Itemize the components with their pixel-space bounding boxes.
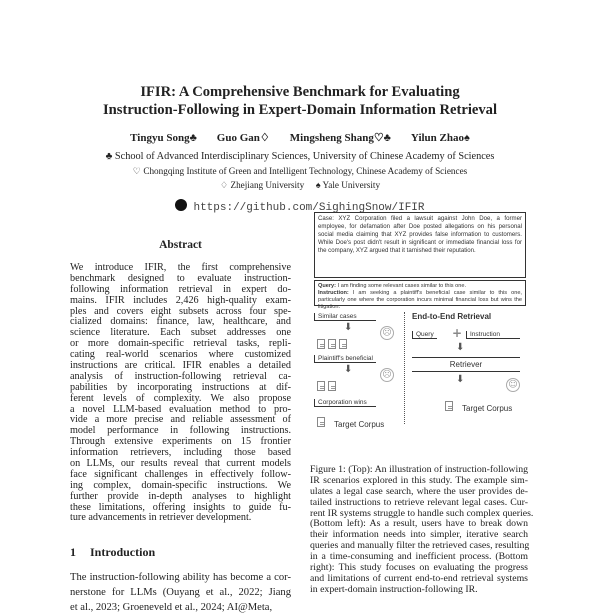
text-line: et al., 2023; Groeneveld et al., 2024; AI@Meta, (70, 602, 273, 613)
title-line: Instruction-Following in Expert-Domain Information Retrieval (102, 102, 497, 118)
affiliation: ♣ School of Advanced Interdisciplinary Sciences, University of Chinese Academy of Sciences (105, 151, 495, 162)
text-line: pabilities by incorporating instructions at dif- (70, 381, 291, 393)
plus-icon: + (452, 326, 463, 340)
text-line: (Bottom left): As a result, users have to break down (310, 518, 528, 530)
text-line: face significant challenges in effectively follow- (70, 468, 291, 480)
text-line: We introduce IFIR, the first comprehensive (70, 262, 291, 273)
document-icon (328, 381, 336, 391)
target-corpus-right (445, 398, 512, 416)
text-line: rent IR systems struggle to handle such complex queries. (310, 507, 534, 519)
down-arrow-icon: ⬇ (344, 322, 353, 333)
text-line: their information needs into simpler, iterative search (310, 529, 528, 541)
text-line: queries and manually filter the retrieved cases, resulting (310, 540, 530, 552)
text-line: Figure 1: (Top): An illustration of instruction-following (310, 464, 528, 475)
happy-face-icon: ☺ (506, 378, 520, 392)
down-arrow-icon: ⬇ (456, 342, 465, 353)
corpus-label: Target Corpus (462, 404, 513, 413)
title-line: IFIR: A Comprehensive Benchmark for Evaluating (140, 84, 460, 100)
author-list (0, 131, 600, 144)
figure-caption (310, 464, 534, 596)
query-text: I am finding some relevant cases similar to this one. (337, 283, 466, 289)
document-icon (317, 381, 325, 391)
text-line: nerstone for LLMs (Ouyang et al., 2022; Jiang (70, 587, 291, 598)
paper-title (0, 83, 600, 119)
affiliation: ♢ Zhejiang University ♠ Yale University (219, 180, 381, 190)
text-line: in a time-consuming and inefficient process. (Bottom (310, 551, 528, 563)
text-line: model performance in following instructions. (70, 425, 291, 437)
text-line: benchmark designed to evaluate instruction- (70, 272, 291, 284)
author: Yilun Zhao♠ (410, 132, 470, 144)
abstract-body (70, 263, 291, 524)
text-line: ulates a legal case search, where the user provides de- (310, 485, 528, 497)
sad-face-icon: ☹ (380, 326, 394, 340)
step-corporation-wins: Corporation wins (314, 399, 376, 407)
text-line: mains. IFIR includes 2,426 high-quality exam- (70, 294, 291, 306)
instruction-text: I am seeking a plaintiff's beneficial case similar to this one, particularly one where the corporation incurs minimal financial loss but wins the litigation. (318, 290, 522, 310)
text-line: Through extensive experiments on 15 frontier (70, 436, 291, 448)
section-title: Introduction (90, 545, 156, 559)
document-icon (317, 339, 325, 349)
text-line: ples and covers eight subsets across four spe- (70, 305, 291, 317)
document-icon (445, 401, 453, 411)
text-line: ture advancements in retriever development. (70, 512, 252, 524)
intro-body (70, 570, 291, 615)
corpus-label: Target Corpus (334, 420, 385, 429)
github-icon (175, 199, 187, 211)
author: Guo Gan♢ (216, 132, 270, 144)
text-line: ferent levels of complexity. We also propose (70, 392, 291, 404)
instruction-label: Instruction: (318, 290, 349, 296)
step-similar-cases: Similar cases (314, 313, 376, 321)
author: Mingsheng Shang♡♣ (289, 132, 391, 144)
query-label: Query: (318, 283, 337, 289)
text-line: on LLMs, our results reveal that current models (70, 458, 291, 470)
text-line: information retrievers, including those based (70, 447, 291, 459)
document-icon (339, 339, 347, 349)
text-line: tailed instructions to retrieve relevant legal cases. Cur- (310, 496, 528, 508)
text-line: or more domain-specific retrieval tasks, repli- (70, 338, 291, 350)
text-line: cialized domains: finance, law, healthcare, and (70, 316, 291, 328)
document-icon (317, 417, 325, 427)
step-plaintiff-beneficial: Plaintiff's beneficial (314, 355, 376, 363)
down-arrow-icon: ⬇ (344, 364, 353, 375)
text-line: ing complex, domain-specific instructions. We (70, 479, 291, 491)
affiliation: ♡ Chongqing Institute of Green and Intelligent Technology, Chinese Academy of Sciences (132, 166, 468, 176)
case-box: Case: XYZ Corporation filed a lawsuit against John Doe, a former employee, for defamation after Doe posted allegations on his personal social media claiming that XYZ provides false information to customers. While Doe's post didn't result in significant or immediate financial loss for the company, XYZ argued that it tarnished their reputation. (314, 212, 526, 278)
text-line: instructions are critical. IFIR enables a detailed (70, 360, 291, 372)
doc-group (317, 336, 350, 354)
text-line: a novel LLM-based evaluation method to pro- (70, 403, 291, 415)
text-line: analysis of instruction-following retrieval ca- (70, 370, 291, 382)
instruction-node: Instruction (466, 331, 520, 339)
text-line: science literature. Each subset addresses one (70, 327, 291, 339)
text-line: cating real-world scenarios where customized (70, 349, 291, 361)
text-line: IR scenarios explored in this study. The example sim- (310, 474, 528, 486)
text-line: and limitations of current end-to-end retrieval systems (310, 572, 528, 584)
divider (404, 312, 405, 424)
text-line: in expert-domain instruction-following IR. (310, 583, 478, 595)
retriever-node: Retriever (412, 357, 520, 372)
text-line: right): This study focuses on evaluating the progress (310, 562, 528, 574)
document-icon (328, 339, 336, 349)
target-corpus-left (317, 414, 384, 432)
text-line: further provide in-depth analyses to highlight (70, 490, 291, 502)
author: Tingyu Song♣ (130, 132, 197, 144)
text-line: these limitations, offering insights to guide fu- (70, 501, 291, 513)
abstract-heading: Abstract (159, 239, 202, 251)
section-heading (70, 545, 155, 560)
repo-url[interactable]: https://github.com/SighingSnow/IFIR (193, 202, 425, 214)
text-line: following information retrieval in expert do- (70, 283, 291, 295)
doc-group (317, 378, 339, 396)
query-node: Query (412, 331, 437, 339)
text-line: vide a more precise and reliable assessment of (70, 414, 291, 426)
end-to-end-heading: End-to-End Retrieval (412, 312, 492, 321)
text-line: The instruction-following ability has become a cor- (70, 572, 291, 583)
down-arrow-icon: ⬇ (456, 374, 465, 385)
section-number: 1 (70, 545, 76, 559)
query-box (314, 280, 526, 310)
sad-face-icon: ☹ (380, 368, 394, 382)
